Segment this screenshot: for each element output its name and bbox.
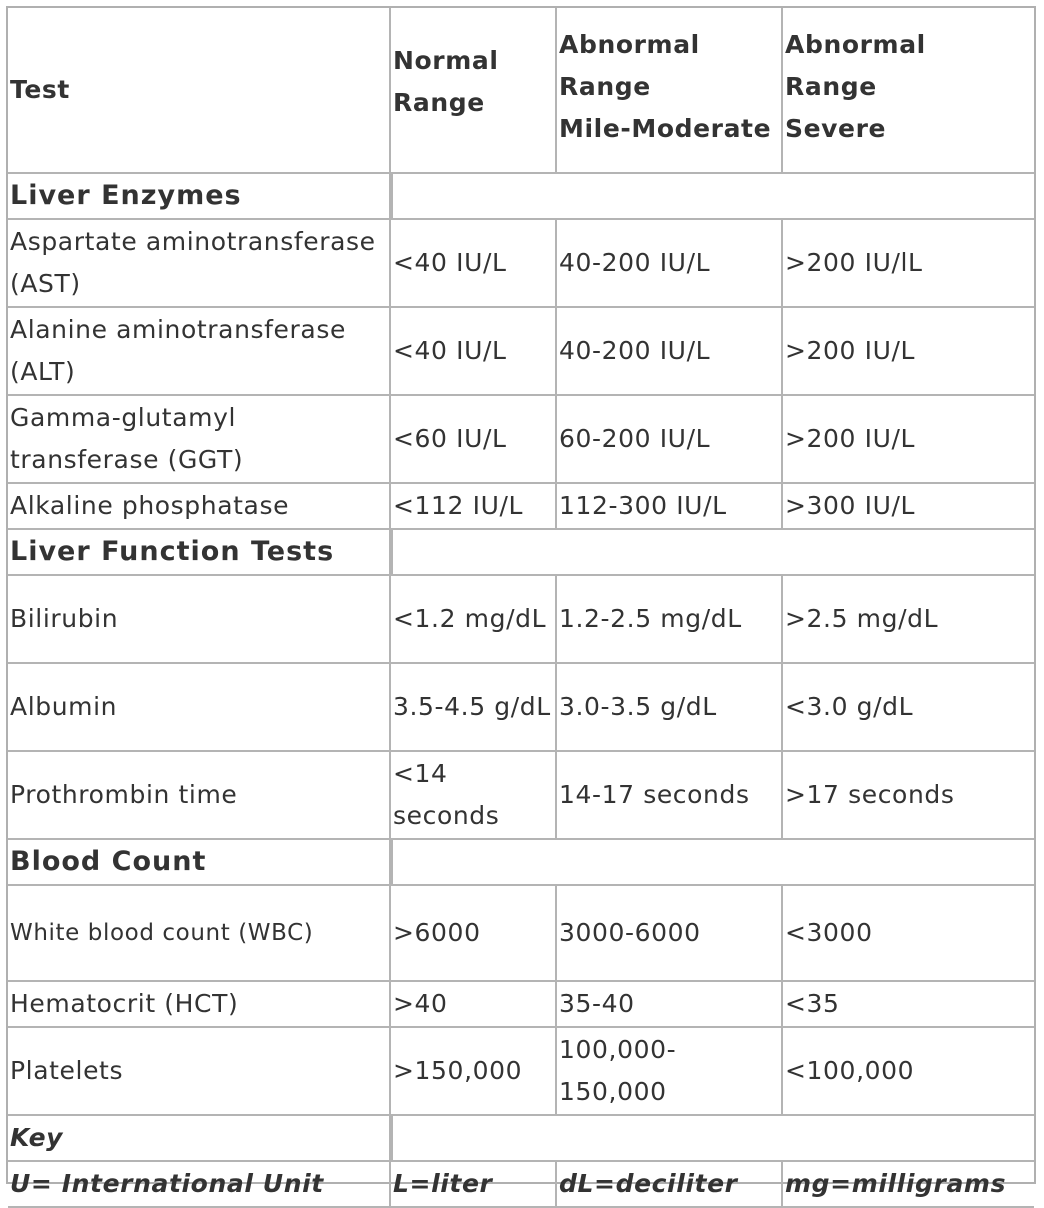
severe-value: <100,000 xyxy=(783,1028,1034,1116)
header-abnormal-moderate xyxy=(557,8,783,174)
section-title: Blood Count xyxy=(8,840,391,886)
test-name: Albumin xyxy=(8,664,391,752)
moderate-value: 3000-6000 xyxy=(557,886,783,982)
table-row xyxy=(8,664,1034,752)
test-name: Alkaline phosphatase xyxy=(8,484,391,530)
table-row xyxy=(8,752,1034,840)
normal-value: <1.2 mg/dL xyxy=(391,576,557,664)
test-name: Aspartate aminotransferase (AST) xyxy=(8,220,391,308)
liver-test-table xyxy=(8,8,1034,1208)
key-item-iu: U= International Unit xyxy=(8,1162,391,1208)
moderate-value: 3.0-3.5 g/dL xyxy=(557,664,783,752)
header-abnormal-severe xyxy=(783,8,1034,174)
table-row xyxy=(8,220,1034,308)
table-row xyxy=(8,1028,1034,1116)
severe-value: >200 IU/L xyxy=(783,396,1034,484)
section-row-blood-count xyxy=(8,840,1034,886)
section-spacer xyxy=(391,840,1034,886)
severe-value: <3000 xyxy=(783,886,1034,982)
normal-value: >150,000 xyxy=(391,1028,557,1116)
test-name: Hematocrit (HCT) xyxy=(8,982,391,1028)
severe-value: >200 IU/L xyxy=(783,308,1034,396)
test-name: Bilirubin xyxy=(8,576,391,664)
test-name: Alanine aminotransferase (ALT) xyxy=(8,308,391,396)
test-name: Gamma-glutamyl transferase (GGT) xyxy=(8,396,391,484)
severe-value: <35 xyxy=(783,982,1034,1028)
section-spacer xyxy=(391,174,1034,220)
normal-value: >40 xyxy=(391,982,557,1028)
severe-value: <3.0 g/dL xyxy=(783,664,1034,752)
table-row xyxy=(8,886,1034,982)
key-item-liter: L=liter xyxy=(391,1162,557,1208)
test-name: Platelets xyxy=(8,1028,391,1116)
normal-value: >6000 xyxy=(391,886,557,982)
moderate-value: 35-40 xyxy=(557,982,783,1028)
moderate-value: 60-200 IU/L xyxy=(557,396,783,484)
header-moderate-text: Abnormal Range Mile-Moderate xyxy=(559,30,772,143)
section-row-liver-function-tests xyxy=(8,530,1034,576)
moderate-value: 1.2-2.5 mg/dL xyxy=(557,576,783,664)
test-name: Prothrombin time xyxy=(8,752,391,840)
moderate-value: 40-200 IU/L xyxy=(557,308,783,396)
table-row xyxy=(8,576,1034,664)
moderate-value: 112-300 IU/L xyxy=(557,484,783,530)
key-spacer xyxy=(391,1116,1034,1162)
moderate-value: 14-17 seconds xyxy=(557,752,783,840)
severe-value: >17 seconds xyxy=(783,752,1034,840)
section-spacer xyxy=(391,530,1034,576)
section-row-liver-enzymes xyxy=(8,174,1034,220)
table-row xyxy=(8,308,1034,396)
normal-value: <60 IU/L xyxy=(391,396,557,484)
normal-value: <112 IU/L xyxy=(391,484,557,530)
key-title-row xyxy=(8,1116,1034,1162)
severe-value: >200 IU/lL xyxy=(783,220,1034,308)
normal-value: 3.5-4.5 g/dL xyxy=(391,664,557,752)
normal-value: <40 IU/L xyxy=(391,308,557,396)
table-row xyxy=(8,982,1034,1028)
severe-value: >300 IU/L xyxy=(783,484,1034,530)
header-normal-text: Normal Range xyxy=(393,46,499,117)
header-row xyxy=(8,8,1034,174)
normal-value: <40 IU/L xyxy=(391,220,557,308)
table-row xyxy=(8,484,1034,530)
table-row xyxy=(8,396,1034,484)
key-item-milligrams: mg=milligrams xyxy=(783,1162,1034,1208)
severe-value: >2.5 mg/dL xyxy=(783,576,1034,664)
section-title: Liver Function Tests xyxy=(8,530,391,576)
test-name: White blood count (WBC) xyxy=(8,886,391,982)
header-normal-range xyxy=(391,8,557,174)
key-item-deciliter: dL=deciliter xyxy=(557,1162,783,1208)
section-title: Liver Enzymes xyxy=(8,174,391,220)
moderate-value: 100,000-150,000 xyxy=(557,1028,783,1116)
moderate-value: 40-200 IU/L xyxy=(557,220,783,308)
key-items-row xyxy=(8,1162,1034,1208)
key-title: Key xyxy=(8,1116,391,1162)
header-severe-text: Abnormal Range Severe xyxy=(785,30,926,143)
header-test: Test xyxy=(8,8,391,174)
normal-value: <14 seconds xyxy=(391,752,557,840)
